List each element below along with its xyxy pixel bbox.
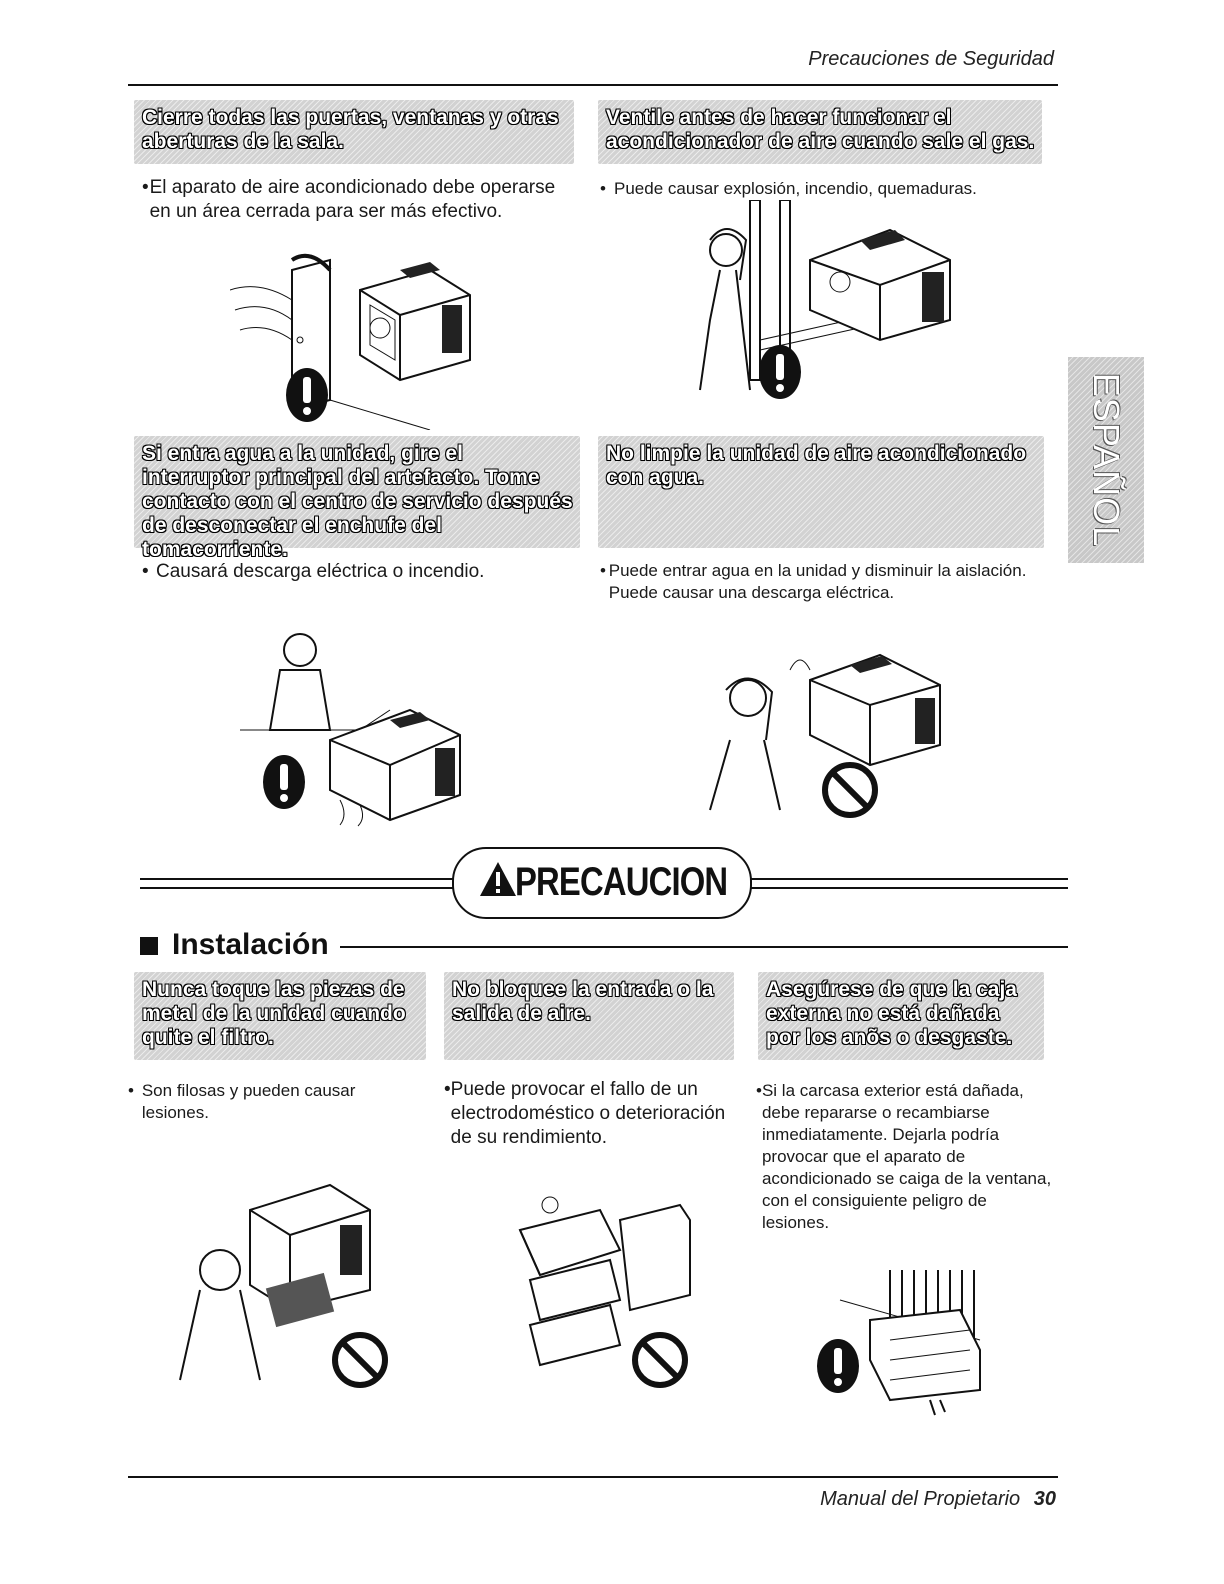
section-rule <box>340 946 1068 948</box>
caution-banner-rule-left <box>140 878 454 889</box>
exclamation-icon <box>285 367 329 423</box>
caution-text: Puede provocar el fallo de un electrodoméstico o deterioración de su rendimiento. <box>450 1079 726 1148</box>
warning-heading: Si entra agua a la unidad, gire el interruptor principal del artefacto. Tome contacto con el centro de servicio después de desconectar el enchufe del tomacorriente. <box>142 442 573 561</box>
warning-text: Puede causar explosión, incendio, quemaduras. <box>614 179 977 198</box>
caution-banner-label: PRECAUCION <box>515 860 728 904</box>
caution-heading: Nunca toque las piezas de metal de la unidad cuando quite el filtro. <box>142 978 406 1049</box>
warning-bullet: • El aparato de aire acondicionado debe operarse en un área cerrada para ser más efectivo. <box>142 176 562 224</box>
caution-heading: No bloquee la entrada o la salida de aire. <box>452 978 714 1025</box>
prohibited-icon <box>820 760 880 820</box>
ac-door-illustration <box>230 250 490 430</box>
warning-heading: No limpie la unidad de aire acondicionado con agua. <box>606 442 1027 489</box>
caution-bullet: • Puede provocar el fallo de un electrodoméstico o deterioración de su rendimiento. <box>444 1078 734 1150</box>
footer-rule <box>128 1476 1058 1478</box>
caution-text: Si la carcasa exterior está dañada, debe repararse o recambiarse inmediatamente. Dejarla podría provocar que el aparato de acondicionado se caiga de la ventana, con el consiguiente peligro de lesiones. <box>761 1081 1052 1232</box>
warning-heading-box <box>134 100 574 164</box>
caution-heading-box <box>444 972 734 1060</box>
footer-manual-title: Manual del Propietario <box>820 1488 1021 1510</box>
page-number: 30 <box>1033 1488 1056 1510</box>
language-side-tab-label: ESPAÑOL <box>1086 372 1127 548</box>
exclamation-icon <box>816 1338 860 1394</box>
ventilate-illustration <box>690 200 980 400</box>
caution-text: Son filosas y pueden causar lesiones. <box>141 1081 356 1122</box>
warning-text: Puede entrar agua en la unidad y disminuir la aislación. Puede causar una descarga eléctrica. <box>608 561 1027 602</box>
section-bullet-square <box>140 937 158 955</box>
warning-heading-box <box>598 100 1042 164</box>
page-header-title: Precauciones de Seguridad <box>808 48 1054 70</box>
caution-heading-box <box>758 972 1044 1060</box>
language-side-tab <box>1068 357 1144 563</box>
warning-bullet: • Puede entrar agua en la unidad y disminuir la aislación. Puede causar una descarga eléctrica. <box>600 560 1050 604</box>
warning-bullet: • Causará descarga eléctrica o incendio. <box>142 561 485 582</box>
section-title: Instalación <box>172 928 329 961</box>
footer <box>820 1488 1056 1511</box>
warning-text: El aparato de aire acondicionado debe operarse en un área cerrada para ser más efectivo. <box>149 177 556 222</box>
header-rule <box>128 84 1058 86</box>
exclamation-icon <box>758 344 802 400</box>
exclamation-icon <box>262 754 306 810</box>
prohibited-icon <box>330 1330 390 1390</box>
warning-heading-box <box>598 436 1044 548</box>
caution-heading-box <box>134 972 426 1060</box>
caution-banner-rule-right <box>746 878 1068 889</box>
warning-triangle-icon <box>478 860 518 898</box>
warning-heading: Cierre todas las puertas, ventanas y otras aberturas de la sala. <box>142 106 559 153</box>
prohibited-icon <box>630 1330 690 1390</box>
warning-heading: Ventile antes de hacer funcionar el acondicionador de aire cuando sale el gas. <box>606 106 1035 153</box>
caution-bullet: • Si la carcasa exterior está dañada, debe repararse o recambiarse inmediatamente. Dejarla podría provocar que el aparato de acondicionado se caiga de la ventana, con el consiguiente peligro de lesiones. <box>756 1080 1056 1234</box>
warning-text: Causará descarga eléctrica o incendio. <box>156 561 485 582</box>
caution-heading: Asegúrese de que la caja externa no está dañada por los anõs o desgaste. <box>766 978 1017 1049</box>
caution-bullet: • Son filosas y pueden causar lesiones. <box>128 1080 424 1124</box>
warning-heading-box <box>134 436 580 561</box>
warning-bullet: • Puede causar explosión, incendio, quemaduras. <box>600 179 977 198</box>
